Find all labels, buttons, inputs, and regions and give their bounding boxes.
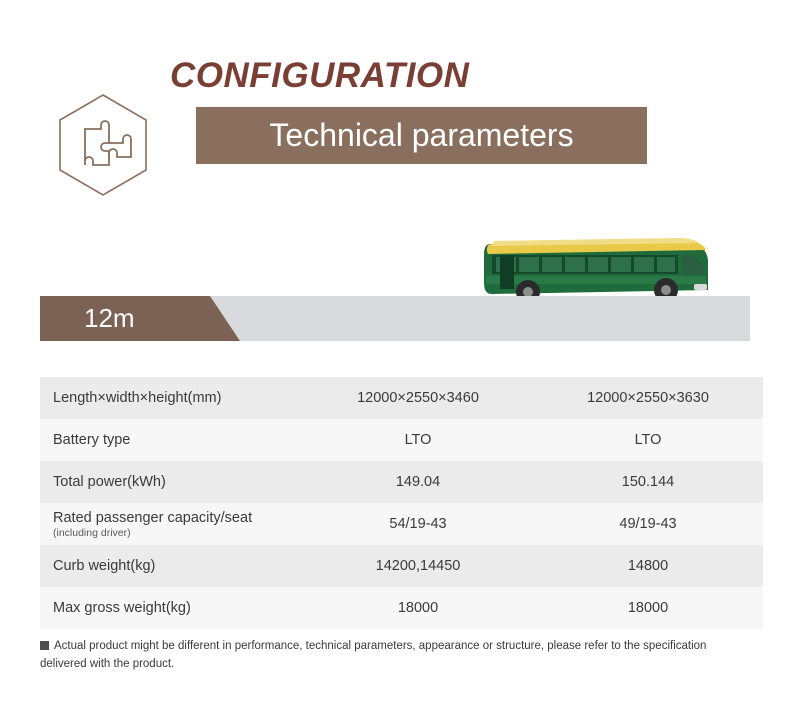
table-row (40, 503, 763, 545)
row-value-2: 12000×2550×3630 (533, 377, 763, 419)
row-label-text: Battery type (53, 432, 131, 448)
banner-accent (40, 296, 240, 341)
row-label (40, 377, 303, 419)
bullet-square-icon (40, 641, 49, 650)
banner-label: 12m (84, 303, 135, 333)
row-value-2: 49/19-43 (533, 503, 763, 545)
row-value-2: 14800 (533, 545, 763, 587)
table-row (40, 377, 763, 419)
row-label-text: Max gross weight(kg) (53, 600, 191, 616)
table-row (40, 545, 763, 587)
subtitle-text: Technical parameters (269, 117, 574, 153)
row-value-1: 149.04 (303, 461, 533, 503)
row-label (40, 545, 303, 587)
table-row (40, 587, 763, 629)
row-label (40, 587, 303, 629)
puzzle-piece-hexagon-icon (57, 93, 149, 197)
row-value-1: 12000×2550×3460 (303, 377, 533, 419)
row-label (40, 461, 303, 503)
row-value-1: 18000 (303, 587, 533, 629)
row-label (40, 503, 303, 545)
row-label (40, 419, 303, 461)
specifications-table (40, 377, 763, 629)
row-label-text: Length×width×height(mm) (53, 390, 222, 406)
row-label-subtext: (including driver) (53, 526, 131, 539)
row-value-2: 150.144 (533, 461, 763, 503)
table-row (40, 461, 763, 503)
row-label-text: Total power(kWh) (53, 474, 166, 490)
page-title: CONFIGURATION (170, 56, 470, 95)
table-row (40, 419, 763, 461)
row-value-1: 14200,14450 (303, 545, 533, 587)
footnote-text: Actual product might be different in performance, technical parameters, appearance or structure, please refer to the specification delivered with the product. (40, 640, 707, 670)
row-value-1: LTO (303, 419, 533, 461)
row-value-2: 18000 (533, 587, 763, 629)
model-banner (40, 296, 750, 341)
page-header (0, 38, 790, 178)
row-value-1: 54/19-43 (303, 503, 533, 545)
subtitle-bar (196, 107, 647, 164)
row-value-2: LTO (533, 419, 763, 461)
row-label-text: Rated passenger capacity/seat (53, 509, 253, 526)
row-label-text: Curb weight(kg) (53, 558, 156, 574)
footnote (40, 638, 752, 674)
